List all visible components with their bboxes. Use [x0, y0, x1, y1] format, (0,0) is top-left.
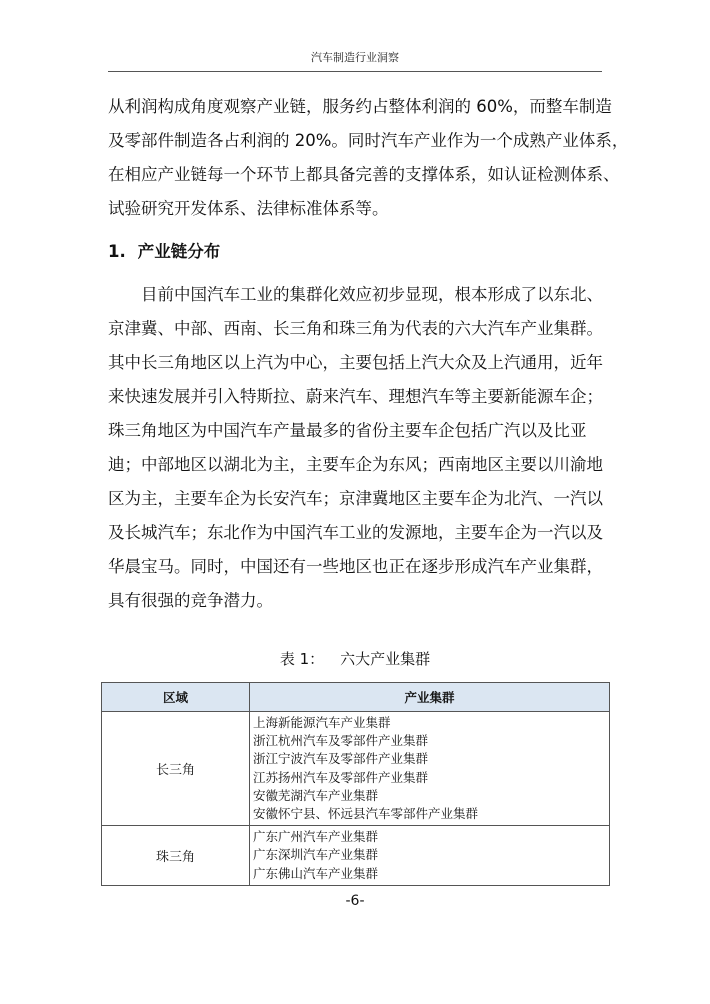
page-number: -6-: [345, 893, 365, 909]
intro-line: 试验研究开发体系、法律标准体系等。: [108, 199, 389, 218]
body-line: 具有很强的竞争潜力。: [108, 591, 273, 610]
header-divider: [108, 71, 602, 72]
table-caption: [0, 648, 710, 669]
cluster-item: 广东佛山汽车产业集群: [253, 865, 379, 881]
intro-paragraph: [108, 90, 629, 226]
page-header: 汽车制造行业洞察: [311, 51, 399, 64]
region-cell: 长三角: [102, 712, 250, 826]
section-heading: [108, 238, 220, 262]
body-line: 迪；中部地区以湖北为主，主要车企为东风；西南地区主要以川渝地: [108, 455, 603, 474]
body-line: 华晨宝马。同时，中国还有一些地区也正在逐步形成汽车产业集群，: [108, 557, 603, 576]
body-line: 目前中国汽车工业的集群化效应初步显现，根本形成了以东北、: [108, 285, 603, 304]
clusters-cell: [250, 712, 610, 826]
body-line: 区为主，主要车企为长安汽车；京津冀地区主要车企为北汽、一汽以: [108, 489, 603, 508]
section-number: 1.: [108, 242, 126, 261]
cluster-item: 江苏扬州汽车及零部件产业集群: [253, 769, 429, 785]
table-caption-label: 表 1：: [279, 650, 325, 668]
cluster-item: 浙江宁波汽车及零部件产业集群: [253, 751, 429, 767]
cluster-item: 安徽芜湖汽车产业集群: [253, 787, 379, 803]
cluster-item: 广东广州汽车产业集群: [253, 829, 379, 845]
table-row: [102, 712, 610, 826]
intro-line: 在相应产业链每一个环节上都具备完善的支撑体系，如认证检测体系、: [108, 165, 620, 184]
cluster-item: 广东深圳汽车产业集群: [253, 847, 379, 863]
body-line: 来快速发展并引入特斯拉、蔚来汽车、理想汽车等主要新能源车企；: [108, 387, 603, 406]
body-paragraph: [108, 278, 608, 618]
region-cell: 珠三角: [102, 826, 250, 886]
cluster-item: 上海新能源汽车产业集群: [253, 715, 391, 730]
body-line: 珠三角地区为中国汽车产量最多的省份主要车企包括广汽以及比亚: [108, 421, 587, 440]
cluster-item: 浙江杭州汽车及零部件产业集群: [253, 733, 429, 749]
body-line: 其中长三角地区以上汽为中心，主要包括上汽大众及上汽通用，近年: [108, 353, 603, 372]
body-line: 及长城汽车；东北作为中国汽车工业的发源地，主要车企为一汽以及: [108, 523, 603, 542]
clusters-table: [101, 682, 610, 886]
intro-line: 从利润构成角度观察产业链，服务约占整体利润的 60%，而整车制造: [108, 97, 612, 116]
cluster-item: 安徽怀宁县、怀远县汽车零部件产业集群: [253, 806, 479, 822]
clusters-cell: [250, 826, 610, 886]
body-line: 京津冀、中部、西南、长三角和珠三角为代表的六大汽车产业集群。: [108, 319, 603, 338]
column-header-region: 区域: [102, 683, 250, 712]
column-header-clusters: 产业集群: [250, 683, 610, 712]
table-row: [102, 826, 610, 886]
table-header-row: [102, 683, 610, 712]
section-title: 产业链分布: [137, 242, 221, 261]
intro-line: 及零部件制造各占利润的 20%。同时汽车产业作为一个成熟产业体系，: [108, 131, 629, 150]
table-caption-title: 六大产业集群: [340, 650, 431, 668]
